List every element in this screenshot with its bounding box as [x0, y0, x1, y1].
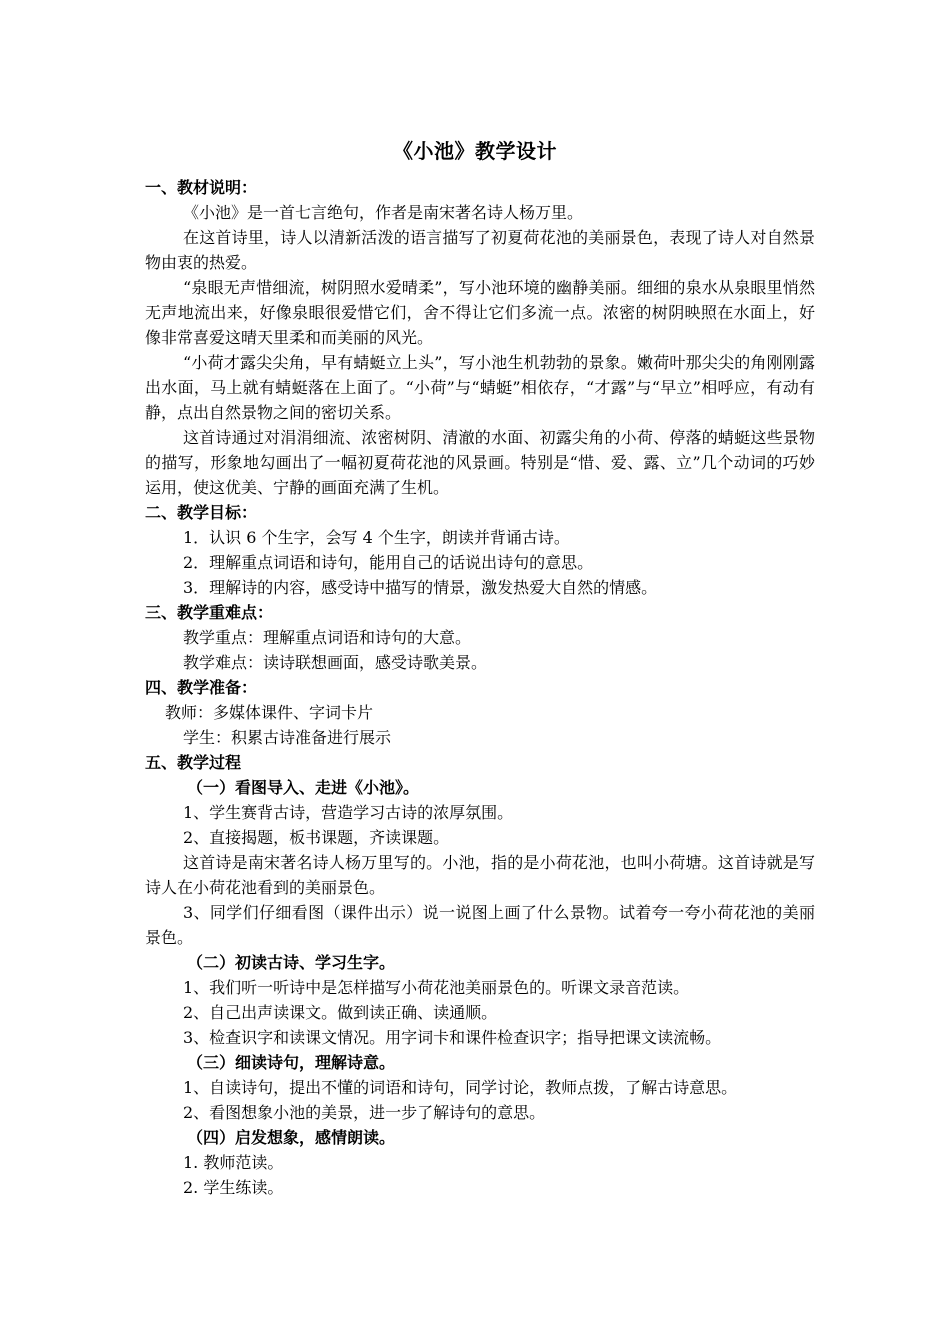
- subsection-heading: （四）启发想象，感情朗读。: [187, 1128, 396, 1147]
- document-title: 《小池》教学设计: [393, 139, 557, 163]
- paragraph: 2、看图想象小池的美景，进一步了解诗句的意思。: [183, 1103, 546, 1122]
- paragraph: 学生：积累古诗准备进行展示: [183, 728, 392, 747]
- paragraph: “小荷才露尖尖角，早有蜻蜓立上头”，写小池生机勃勃的景象。嫩荷叶那尖尖的角刚刚露出水面，马上就有蜻蜓落在上面了。“小荷”与“蜻蜓”相依存，“才露”与“早立”相呼应，有动有静，点出自然景物之间的密切关系。: [145, 353, 815, 422]
- paragraph: 在这首诗里，诗人以清新活泼的语言描写了初夏荷花池的美丽景色，表现了诗人对自然景物由衷的热爱。: [145, 228, 815, 272]
- paragraph: 《小池》是一首七言绝句，作者是南宋著名诗人杨万里。: [183, 203, 584, 222]
- section-heading-preparation: 四、教学准备：: [145, 678, 258, 697]
- paragraph: 这首诗通过对涓涓细流、浓密树阴、清澈的水面、初露尖角的小荷、停落的蜻蜓这些景物的描写，形象地勾画出了一幅初夏荷花池的风景画。特别是“惜、爱、露、立”几个动词的巧妙运用，使这优美、宁静的画面充满了生机。: [145, 428, 815, 497]
- paragraph: 教师：多媒体课件、字词卡片: [165, 703, 374, 722]
- section-heading-goals: 二、教学目标：: [145, 503, 258, 522]
- paragraph: 1、学生赛背古诗，营造学习古诗的浓厚氛围。: [183, 803, 514, 822]
- paragraph: 2、直接揭题，板书课题，齐读课题。: [183, 828, 450, 847]
- paragraph: “泉眼无声惜细流，树阴照水爱晴柔”，写小池环境的幽静美丽。细细的泉水从泉眼里悄然无声地流出来，好像泉眼很爱惜它们，舍不得让它们多流一点。浓密的树阴映照在水面上，好像非常喜爱这晴天里柔和而美丽的风光。: [145, 278, 815, 347]
- paragraph: 3、同学们仔细看图（课件出示）说一说图上画了什么景物。试着夸一夸小荷花池的美丽景色。: [145, 903, 815, 947]
- list-item: 2. 学生练读。: [183, 1178, 284, 1197]
- subsection-heading: （三）细读诗句，理解诗意。: [187, 1053, 396, 1072]
- section-heading-key-points: 三、教学重难点：: [145, 603, 274, 622]
- list-item: 3．理解诗的内容，感受诗中描写的情景，激发热爱大自然的情感。: [183, 578, 658, 597]
- paragraph: 1、自读诗句，提出不懂的词语和诗句，同学讨论，教师点拨，了解古诗意思。: [183, 1078, 738, 1097]
- section-heading-process: 五、教学过程: [145, 753, 242, 772]
- paragraph: 教学重点：理解重点词语和诗句的大意。: [183, 628, 472, 647]
- subsection-heading: （一）看图导入、走进《小池》。: [187, 778, 420, 797]
- paragraph: 3、检查识字和读课文情况。用字词卡和课件检查识字；指导把课文读流畅。: [183, 1028, 722, 1047]
- subsection-heading: （二）初读古诗、学习生字。: [187, 953, 396, 972]
- list-item: 2．理解重点词语和诗句，能用自己的话说出诗句的意思。: [183, 553, 594, 572]
- paragraph: 2、自己出声读课文。做到读正确、读通顺。: [183, 1003, 498, 1022]
- paragraph: 这首诗是南宋著名诗人杨万里写的。小池，指的是小荷花池，也叫小荷塘。这首诗就是写诗人在小荷花池看到的美丽景色。: [145, 853, 815, 897]
- document-body: [145, 175, 815, 1200]
- list-item: 1. 教师范读。: [183, 1153, 284, 1172]
- paragraph: 1、我们听一听诗中是怎样描写小荷花池美丽景色的。听课文录音范读。: [183, 978, 690, 997]
- paragraph: 教学难点：读诗联想画面，感受诗歌美景。: [183, 653, 488, 672]
- section-heading-materials: 一、教材说明：: [145, 178, 258, 197]
- list-item: 1．认识 6 个生字，会写 4 个生字，朗读并背诵古诗。: [183, 528, 570, 547]
